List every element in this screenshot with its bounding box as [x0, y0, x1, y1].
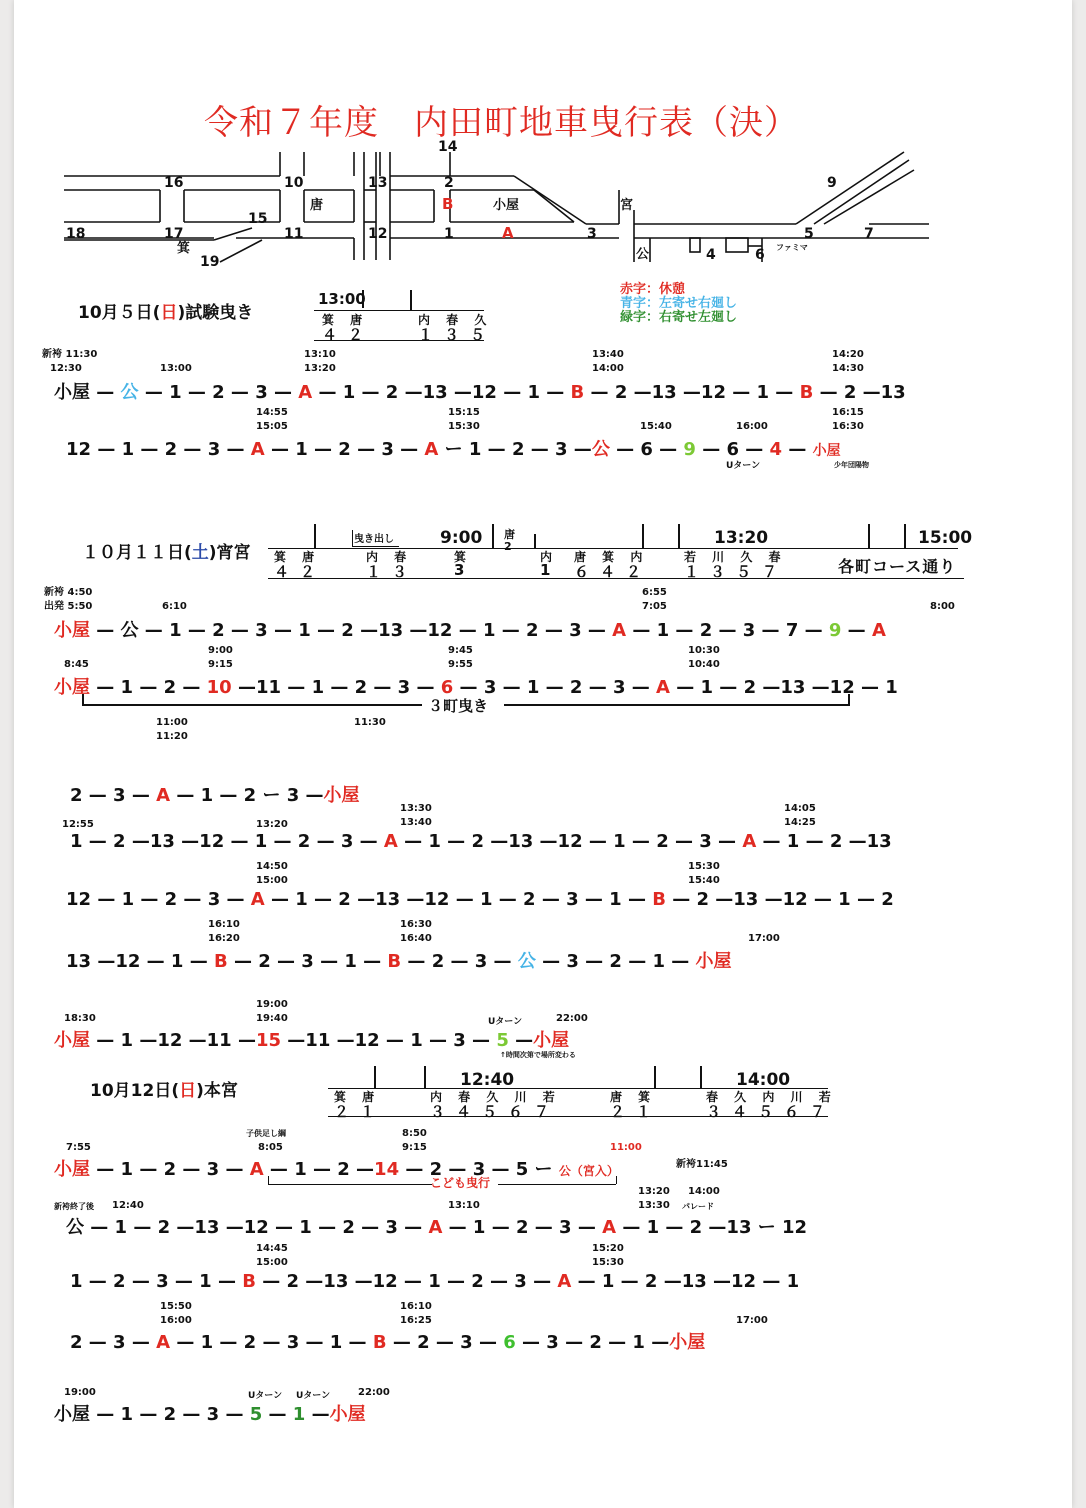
- kids-note: こども曳行: [430, 1176, 491, 1190]
- time-label: 17:00: [748, 933, 780, 944]
- time-label: 13:40: [400, 817, 432, 828]
- time-label: 新袴 4:50: [44, 587, 93, 598]
- time-label: 9:55: [448, 659, 473, 670]
- time-label: 16:20: [208, 933, 240, 944]
- time-label: 22:00: [358, 1387, 390, 1398]
- time-label: 13:00: [160, 363, 192, 374]
- note: ↑時間次第で場所変わる: [500, 1051, 576, 1059]
- svg-text:4: 4: [706, 247, 716, 263]
- svg-text:10: 10: [284, 175, 304, 191]
- svg-text:16: 16: [164, 175, 184, 191]
- legend-blue: 青字：左寄せ右廻し: [620, 296, 738, 311]
- time-label: 16:10: [400, 1301, 432, 1312]
- svg-text:19: 19: [200, 254, 220, 270]
- time-label: 11:00: [610, 1142, 642, 1153]
- time-label: 13:10: [448, 1200, 480, 1211]
- time-label: 10:30: [688, 645, 720, 656]
- time-label: 14:50: [256, 861, 288, 872]
- bracket: [82, 694, 84, 704]
- svg-text:17: 17: [164, 226, 184, 242]
- time-label: 8:00: [930, 601, 955, 612]
- time-label: 15:05: [256, 421, 288, 432]
- time-label: 16:10: [208, 919, 240, 930]
- time-label: 15:15: [448, 407, 480, 418]
- svg-text:2: 2: [444, 175, 454, 191]
- day1-route-row2: 12 — 1 — 2 — 3 — A — 1 — 2 — 3 — A ー 1 — 2 — 3 —公 — 6 — 9 — 6 — 4 — 小屋: [66, 439, 841, 460]
- time-label: 14:25: [784, 817, 816, 828]
- time-label: 9:45: [448, 645, 473, 656]
- time-label: 15:20: [592, 1243, 624, 1254]
- svg-text:宮: 宮: [620, 198, 634, 213]
- bracket: [504, 704, 850, 706]
- time-label: 13:20: [304, 363, 336, 374]
- time-label: 15:30: [688, 861, 720, 872]
- time-label: 9:15: [402, 1142, 427, 1153]
- day3-route-row1: 小屋 — 1 — 2 — 3 — A — 1 — 2 —14 — 2 — 3 — 5 ー 公（宮入）: [54, 1159, 619, 1180]
- note-uturn: Uターン: [296, 1391, 331, 1401]
- map-label: 14: [438, 139, 458, 155]
- note: 新袴終了後: [54, 1202, 94, 1211]
- svg-text:公: 公: [636, 247, 650, 262]
- time-label: 新袴11:45: [676, 1159, 728, 1170]
- time-label: 8:50: [402, 1128, 427, 1139]
- time-label: 8:45: [64, 659, 89, 670]
- time-label: 13:10: [304, 349, 336, 360]
- svg-text:小屋: 小屋: [493, 198, 520, 213]
- note-uturn: Uターン: [726, 461, 761, 471]
- time-label: 16:00: [736, 421, 768, 432]
- day1-route-row1: 小屋 — 公 — 1 — 2 — 3 — A — 1 — 2 —13 —12 — 1 — B — 2 —13 —12 — 1 — B — 2 —13: [54, 382, 906, 403]
- day1-header: 10月５日(日)試験曳き: [78, 303, 254, 323]
- legend-red: 赤字：休憩: [620, 282, 686, 297]
- time-label: 6:10: [162, 601, 187, 612]
- page-title: 令和７年度 内田町地車曳行表（決）: [204, 103, 799, 143]
- time-label: 17:00: [736, 1315, 768, 1326]
- svg-text:5: 5: [804, 226, 814, 242]
- day3-route-row3: 1 — 2 — 3 — 1 — B — 2 —13 —12 — 1 — 2 — 3 — A — 1 — 2 —13 —12 — 1: [70, 1271, 800, 1292]
- note: パレード: [682, 1202, 714, 1211]
- svg-text:A: A: [502, 224, 514, 242]
- time-label: 11:20: [156, 731, 188, 742]
- time-label: 19:40: [256, 1013, 288, 1024]
- legend-green: 緑字：右寄せ左廻し: [620, 310, 738, 325]
- day2-header: １０月１１日(土)宵宮: [82, 543, 251, 563]
- day2-route-row3: 2 — 3 — A — 1 — 2 ー 3 —小屋: [70, 785, 360, 806]
- time-label: 14:00: [688, 1186, 720, 1197]
- time-label: 16:25: [400, 1315, 432, 1326]
- svg-text:12: 12: [368, 226, 388, 242]
- day3-header: 10月12日(日)本宮: [90, 1081, 238, 1101]
- time-label: 12:30: [50, 363, 82, 374]
- time-label: 14:55: [256, 407, 288, 418]
- day3-route-row4: 2 — 3 — A — 1 — 2 — 3 — 1 — B — 2 — 3 — 6 — 3 — 2 — 1 —小屋: [70, 1332, 706, 1353]
- time-label: 22:00: [556, 1013, 588, 1024]
- svg-text:唐: 唐: [310, 198, 324, 213]
- time-label: 7:05: [642, 601, 667, 612]
- time-label: 14:45: [256, 1243, 288, 1254]
- time-label: 14:30: [832, 363, 864, 374]
- time-label: 新袴 11:30: [42, 349, 98, 360]
- day2-route-row4: 1 — 2 —13 —12 — 1 — 2 — 3 — A — 1 — 2 —13 —12 — 1 — 2 — 3 — A — 1 — 2 —13: [70, 831, 892, 852]
- svg-text:1: 1: [444, 226, 454, 242]
- time-label: 8:05: [258, 1142, 283, 1153]
- svg-text:18: 18: [66, 226, 86, 242]
- bracket: [616, 1176, 617, 1184]
- time-label: 16:15: [832, 407, 864, 418]
- note: 少年団陽物: [834, 461, 869, 469]
- time-label: 15:30: [592, 1257, 624, 1268]
- time-label: 18:30: [64, 1013, 96, 1024]
- time-label: 7:55: [66, 1142, 91, 1153]
- svg-text:箕: 箕: [177, 241, 191, 256]
- time-label: 16:30: [832, 421, 864, 432]
- time-label: 11:00: [156, 717, 188, 728]
- day3-route-row5: 小屋 — 1 — 2 — 3 — 5 — 1 —小屋: [54, 1404, 366, 1425]
- time-label: 16:30: [400, 919, 432, 930]
- time-label: 15:40: [640, 421, 672, 432]
- svg-text:11: 11: [284, 226, 304, 242]
- time-label: 12:55: [62, 819, 94, 830]
- time-label: 14:05: [784, 803, 816, 814]
- time-label: 9:00: [208, 645, 233, 656]
- time-label: 15:30: [448, 421, 480, 432]
- time-label: 13:20: [256, 819, 288, 830]
- bracket: [848, 694, 850, 704]
- time-label: 16:00: [160, 1315, 192, 1326]
- svg-text:15: 15: [248, 211, 268, 227]
- bracket: [498, 1184, 616, 1185]
- note: 子供足し綱: [246, 1129, 286, 1138]
- three-town-note: ３町曳き: [428, 697, 489, 715]
- time-label: 12:40: [112, 1200, 144, 1211]
- bracket: [82, 704, 422, 706]
- svg-text:6: 6: [755, 247, 765, 263]
- time-label: 13:30: [638, 1200, 670, 1211]
- color-legend: [620, 283, 737, 325]
- time-label: 15:50: [160, 1301, 192, 1312]
- svg-text:ファミマ: ファミマ: [776, 243, 808, 252]
- svg-text:3: 3: [587, 226, 597, 242]
- time-label: 13:20: [638, 1186, 670, 1197]
- time-label: 15:40: [688, 875, 720, 886]
- day3-route-row2: 公 — 1 — 2 —13 —12 — 1 — 2 — 3 — A — 1 — 2 — 3 — A — 1 — 2 —13 ー 12: [66, 1217, 808, 1238]
- time-label: 11:30: [354, 717, 386, 728]
- svg-text:7: 7: [864, 226, 874, 242]
- time-label: 15:00: [256, 875, 288, 886]
- svg-text:9: 9: [827, 175, 837, 191]
- time-label: 14:00: [592, 363, 624, 374]
- note-uturn: Uターン: [248, 1391, 283, 1401]
- day2-route-row1: 小屋 — 公 — 1 — 2 — 3 — 1 — 2 —13 —12 — 1 — 2 — 3 — A — 1 — 2 — 3 — 7 — 9 — A: [54, 620, 886, 641]
- day2-route-row7: 小屋 — 1 —12 —11 —15 —11 —12 — 1 — 3 — 5 —小屋: [54, 1030, 570, 1051]
- day2-route-row5: 12 — 1 — 2 — 3 — A — 1 — 2 —13 —12 — 1 — 2 — 3 — 1 — B — 2 —13 —12 — 1 — 2: [66, 889, 894, 910]
- time-label: 15:00: [256, 1257, 288, 1268]
- time-label: 19:00: [256, 999, 288, 1010]
- bracket: [268, 1176, 269, 1184]
- time-label: 19:00: [64, 1387, 96, 1398]
- time-label: 14:20: [832, 349, 864, 360]
- time-label: 6:55: [642, 587, 667, 598]
- time-label: 13:30: [400, 803, 432, 814]
- schedule-sheet: 令和７年度 内田町地車曳行表（決） 14 16 10 13 2 9 唐 B 小屋 宮 15 18 17 11 12 1 A 3 5 7 箕 19 公 4 6 ファミマ 赤字：休憩 青字：左寄せ右廻し 緑字：右寄せ左廻し 10月５日(日)試験曳き 13:00 箕 唐 ４２ 内 春 久 １３５ 新袴 11:30 12:30 13:00 13:10 13:20 13:40 14:00 14:20 14:30 小屋 — 公 — 1 — 2 — 3 — A — 1 — 2 —13 —12 — 1 — B — 2 —13 —12 — 1 — B — 2 —13 14:55 15:05 15:15 15:30 15:40 16:00 16:15 16:30 12 — 1 — 2 — 3 — A — 1 — 2 — 3 — A ー 1 — 2 — 3 —公 — 6 — 9 — 6 — 4 — 小屋 Uターン 少年団陽物 １０月１１日(土)宵宮 箕 唐 ４２ 曳き出し 内 春 １３ 9:00 唐 2 箕 3 内 1 唐 箕 内 ６４２ 13:20 若 川 久 春 １３５７ 15:00 各町コース通り 新袴 4:50 出発 5:50 6:10 6:55 7:05 8:00 小屋 — 公 — 1 — 2 — 3 — 1 — 2 —13 —12 — 1 — 2 — 3 — A — 1 — 2 — 3 — 7 — 9 — A 8:45 9:00 9:15 9:45 9:55 10:30 10:40 小屋 — 1 — 2 — 10 —11 — 1 — 2 — 3 — 6 — 3 — 1 — 2 — 3 — A — 1 — 2 —13 —12 — 1 ３町曳き 11:00 11:20 11:30 2 — 3 — A — 1 — 2 ー 3 —小屋 12:55 13:20 13:30 13:40 14:05 14:25 1 — 2 —13 —12 — 1 — 2 — 3 — A — 1 — 2 —13 —12 — 1 — 2 — 3 — A — 1 — 2 —13 14:50 15:00 15:30 15:40 12 — 1 — 2 — 3 — A — 1 — 2 —13 —12 — 1 — 2 — 3 — 1 — B — 2 —13 —12 — 1 — 2 16:10 16:20 16:30 16:40 17:00 13 —12 — 1 — B — 2 — 3 — 1 — B — 2 — 3 — 公 — 3 — 2 — 1 — 小屋 18:30 19:00 19:40 Uターン 22:00 小屋 — 1 —12 —11 —15 —11 —12 — 1 — 3 — 5 —小屋 ↑時間次第で場所変わる 10月12日(日)本宮 箕 唐 ２１ 12:40 内 春 久 川 若 ３４５６７ 唐 箕 ２１ 14:00 春 久 内 川 若 ３４５６７ 7:55 子供足し綱 8:05 8:50 9:15 11:00 新袴11:45 小屋 — 1 — 2 — 3 — A — 1 — 2 —14 — 2 — 3 — 5 ー 公（宮入） こども曳行 新袴終了後 12:40 13:10 13:20 13:30 14:00 パレード 公 — 1 — 2 —13 —12 — 1 — 2 — 3 — A — 1 — 2 — 3 — A — 1 — 2 —13 ー 12 14:45 15:00 15:20 15:30 1 — 2 — 3 — 1 — B — 2 —13 —12 — 1 — 2 — 3 — A — 1 — 2 —13 —12 — 1 15:50 16:00 16:10 16:25 17:00 2 — 3 — A — 1 — 2 — 3 — 1 — B — 2 — 3 — 6 — 3 — 2 — 1 —小屋 19:00 Uターン Uターン 22:00 小屋 — 1 — 2 — 3 — 5 — 1 —小屋: [14, 0, 1072, 1508]
- svg-text:13: 13: [368, 175, 388, 191]
- time-label: 16:40: [400, 933, 432, 944]
- note-uturn: Uターン: [488, 1017, 523, 1027]
- time-label: 13:40: [592, 349, 624, 360]
- time-label: 9:15: [208, 659, 233, 670]
- svg-text:B: B: [442, 195, 454, 213]
- route-map: [14, 0, 1072, 280]
- day2-route-row2: 小屋 — 1 — 2 — 10 —11 — 1 — 2 — 3 — 6 — 3 — 1 — 2 — 3 — A — 1 — 2 —13 —12 — 1: [54, 677, 898, 698]
- day2-route-row6: 13 —12 — 1 — B — 2 — 3 — 1 — B — 2 — 3 — 公 — 3 — 2 — 1 — 小屋: [66, 951, 732, 972]
- time-label: 10:40: [688, 659, 720, 670]
- time-label: 出発 5:50: [44, 601, 93, 612]
- bracket: [268, 1184, 432, 1185]
